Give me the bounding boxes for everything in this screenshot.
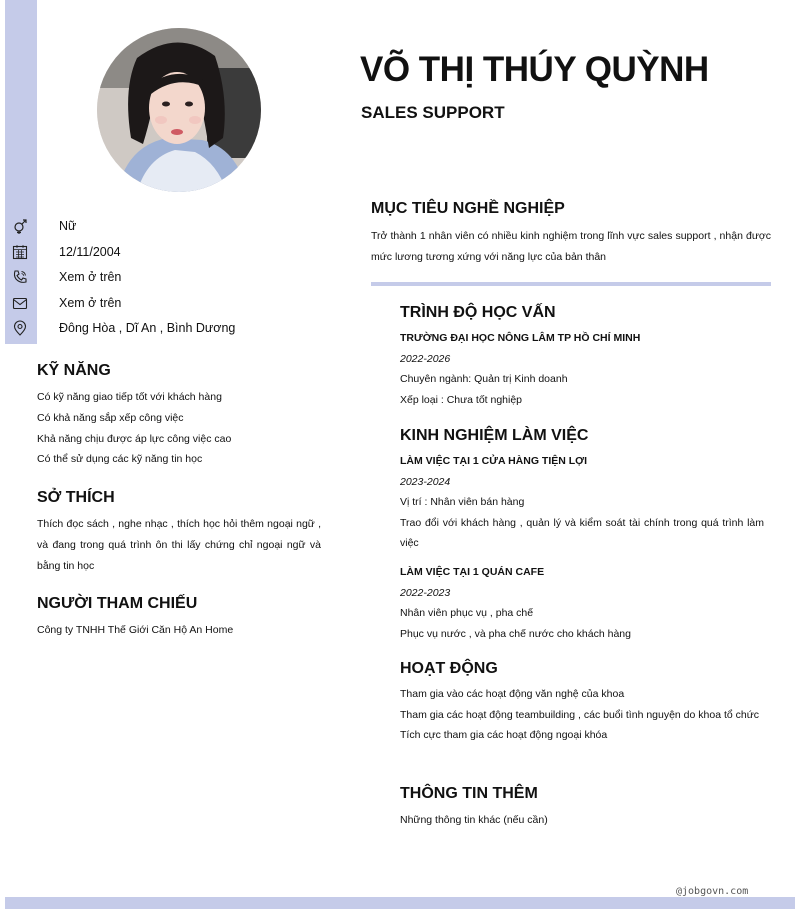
skill-item: Có khả năng sắp xếp công việc — [37, 411, 184, 424]
education-period: 2022-2026 — [400, 352, 451, 365]
school-name: TRƯỜNG ĐẠI HỌC NÔNG LÂM TP HỒ CHÍ MINH — [400, 332, 641, 344]
education-line: Chuyên ngành: Quản trị Kinh doanh — [400, 373, 568, 386]
references-title: NGƯỜI THAM CHIẾU — [37, 595, 198, 612]
hobbies-text: Thích đọc sách , nghe nhạc , thích học hỏi thêm ngoại ngữ , và đang trong quá trình ôn thi lấy chứng chỉ ngoại ngữ và bằng tin học — [37, 518, 321, 572]
job-line: Trao đổi với khách hàng , quản lý và kiểm soát tài chính trong quá trình làm việc — [400, 516, 764, 550]
gender-text: Nữ — [59, 219, 77, 233]
experience-job — [400, 451, 764, 554]
job-line: Phục vụ nước , và pha chế nước cho khách hàng — [400, 627, 631, 640]
education-line: Xếp loại : Chưa tốt nghiệp — [400, 393, 523, 406]
email-icon — [12, 295, 28, 311]
job-company: LÀM VIỆC TẠI 1 QUÁN CAFE — [400, 566, 545, 578]
job-line: Nhân viên phục vụ , pha chế — [400, 607, 534, 620]
skill-item: Có kỹ năng giao tiếp tốt với khách hàng — [37, 391, 222, 403]
job-company: LÀM VIỆC TẠI 1 CỬA HÀNG TIỆN LỢI — [400, 455, 588, 467]
job-title: SALES SUPPORT — [361, 103, 505, 122]
education-block — [400, 328, 764, 410]
candidate-name: VÕ THỊ THÚY QUỲNH — [360, 50, 709, 89]
profile-photo — [97, 28, 261, 192]
objective-title: MỤC TIÊU NGHỀ NGHIỆP — [371, 200, 565, 217]
references-text: Công ty TNHH Thế Giới Căn Hộ An Home — [37, 624, 234, 636]
section-divider — [371, 282, 771, 286]
location-icon — [12, 320, 28, 336]
gender-icon — [12, 218, 28, 234]
job-period: 2023-2024 — [400, 475, 451, 488]
experience-title: KINH NGHIỆM LÀM VIỆC — [400, 427, 589, 444]
skill-item: Khả năng chịu được áp lực công việc cao — [37, 432, 232, 445]
additional-info-title: THÔNG TIN THÊM — [400, 785, 538, 802]
hobbies-title: SỞ THÍCH — [37, 489, 115, 506]
objective-text: Trở thành 1 nhân viên có nhiều kinh nghiệm trong lĩnh vực sales support , nhận được mức lương tương xứng với năng lực của bản thân — [371, 230, 771, 263]
sidebar-accent-bar — [5, 0, 37, 344]
skill-item: Có thể sử dụng các kỹ năng tin học — [37, 453, 203, 466]
activity-item: Tham gia các hoạt động teambuilding , các buổi tình nguyện do khoa tổ chức — [400, 708, 760, 721]
skills-title: KỸ NĂNG — [37, 362, 111, 379]
footer-accent-bar — [5, 897, 795, 909]
education-title: TRÌNH ĐỘ HỌC VẤN — [400, 304, 556, 321]
address-text: Đông Hòa , Dĩ An , Bình Dương — [59, 321, 236, 335]
activities-list — [400, 684, 764, 746]
birthdate-text: 12/11/2004 — [59, 245, 121, 259]
skills-list — [37, 387, 321, 470]
additional-info-text: Những thông tin khác (nếu cần) — [400, 814, 548, 826]
job-line: Vị trí : Nhân viên bán hàng — [400, 496, 525, 509]
phone-icon — [12, 269, 28, 285]
activity-item: Tích cực tham gia các hoạt động ngoại khóa — [400, 729, 608, 742]
watermark: @jobgovn.com — [676, 886, 749, 897]
calendar-icon — [12, 244, 28, 260]
activity-item: Tham gia vào các hoạt động văn nghệ của khoa — [400, 688, 625, 700]
job-period: 2022-2023 — [400, 586, 451, 599]
activities-title: HOẠT ĐỘNG — [400, 660, 498, 677]
experience-job — [400, 562, 764, 644]
email-text: Xem ở trên — [59, 296, 122, 310]
phone-text: Xem ở trên — [59, 270, 122, 284]
